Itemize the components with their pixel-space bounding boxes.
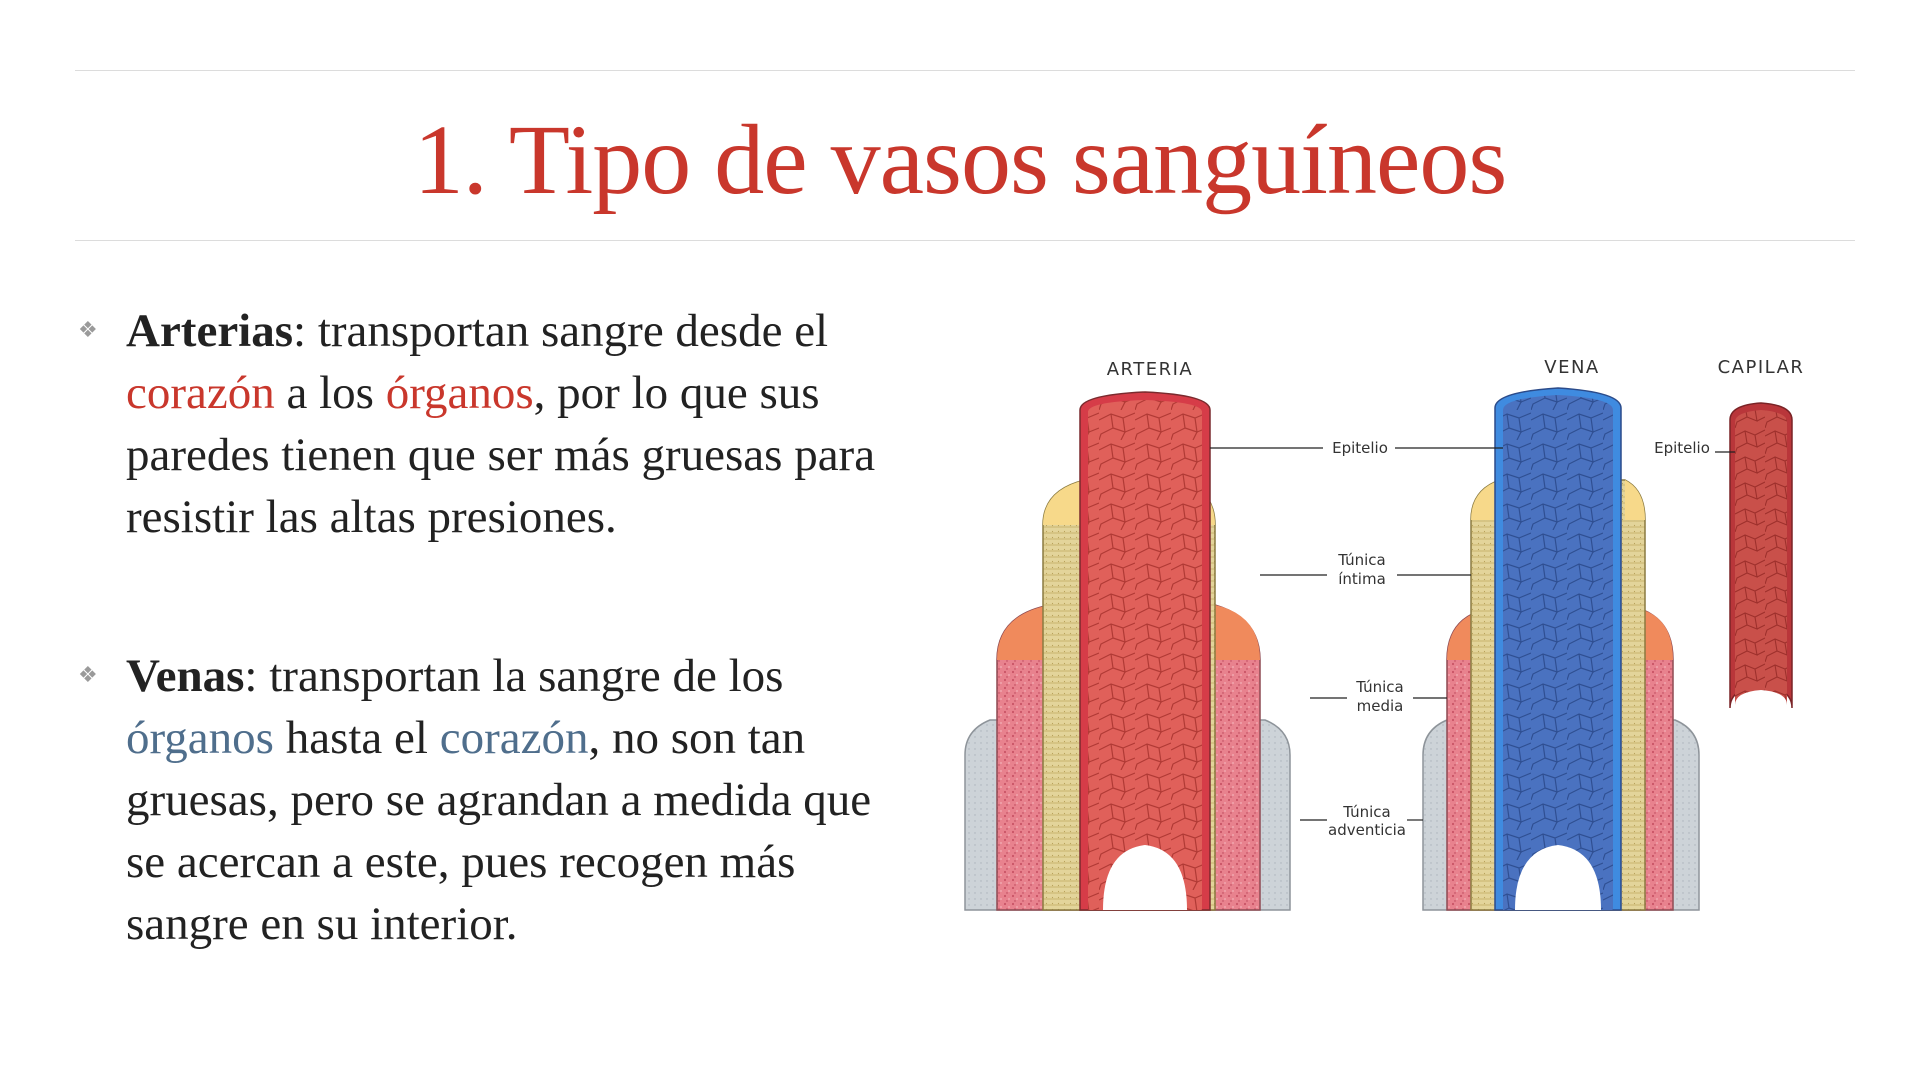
artery-title: ARTERIA bbox=[1106, 359, 1194, 380]
capillary-title: CAPILAR bbox=[1717, 357, 1805, 378]
label-adventicia-2: adventicia bbox=[1328, 821, 1406, 839]
text-part: a los bbox=[274, 367, 386, 419]
highlight-corazon: corazón bbox=[439, 712, 589, 764]
bullet-diamond-icon: ❖ bbox=[78, 663, 98, 688]
highlight-organos: órganos bbox=[385, 367, 534, 419]
vein-illustration bbox=[1423, 388, 1699, 910]
label-intima-2: íntima bbox=[1338, 570, 1386, 588]
label-capillary-epitelio: Epitelio bbox=[1654, 439, 1710, 457]
vein-title: VENA bbox=[1544, 357, 1600, 378]
blood-vessels-diagram bbox=[955, 350, 1825, 930]
term-venas: Venas bbox=[126, 650, 245, 702]
top-divider bbox=[75, 70, 1855, 71]
slide-title: 1. Tipo de vasos sanguíneos bbox=[413, 104, 1507, 215]
highlight-corazon: corazón bbox=[126, 367, 275, 419]
label-intima-1: Túnica bbox=[1338, 551, 1386, 569]
bullet-venas bbox=[78, 645, 898, 955]
label-epitelio: Epitelio bbox=[1332, 439, 1388, 457]
label-media-1: Túnica bbox=[1356, 678, 1404, 696]
text-part: : transportan sangre desde el bbox=[293, 305, 829, 357]
text-part: , por lo que sus paredes tienen que ser más gruesas para resistir las altas presiones. bbox=[126, 367, 876, 543]
text-part: : transportan la sangre de los bbox=[244, 650, 784, 702]
term-arterias: Arterias bbox=[126, 305, 294, 357]
highlight-organos: órganos bbox=[126, 712, 274, 764]
capillary-illustration bbox=[1730, 403, 1792, 708]
label-adventicia-1: Túnica bbox=[1343, 803, 1391, 821]
title-divider bbox=[75, 240, 1855, 241]
bullet-arterias bbox=[78, 300, 898, 548]
bullet-diamond-icon: ❖ bbox=[78, 318, 98, 343]
bullet-venas-text bbox=[126, 645, 898, 955]
label-media-2: media bbox=[1356, 697, 1404, 715]
bullet-arterias-text bbox=[126, 300, 898, 548]
artery-illustration bbox=[965, 392, 1290, 910]
text-part: hasta el bbox=[273, 712, 440, 764]
text-part: , no son tan gruesas, pero se agrandan a medida que se acercan a este, pues recogen más sangre en su interior. bbox=[126, 712, 872, 950]
